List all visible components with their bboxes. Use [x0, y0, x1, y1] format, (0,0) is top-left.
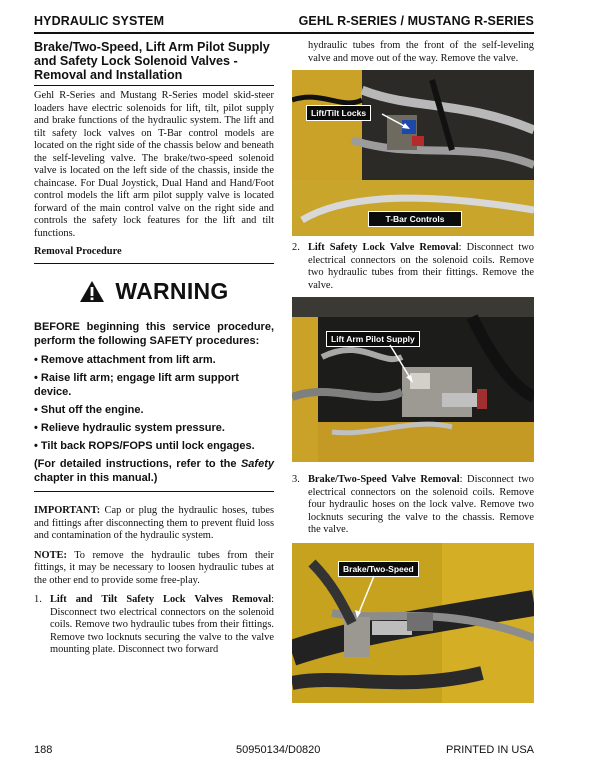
step-number: 3. [292, 474, 300, 485]
step-3 [292, 474, 534, 537]
important-paragraph [34, 505, 274, 543]
warning-note-text: (For detailed instructions, refer to the [34, 458, 241, 470]
important-label: IMPORTANT: [34, 505, 101, 516]
note-label: NOTE: [34, 549, 67, 561]
intro-paragraph: Gehl R-Series and Mustang R-Series model skid-steer loaders have electric solenoids for lift, tilt, pilot supply and brake functions of the hydraulic system. The lift and tilt safety lock valves on T-Bar control models are located on the right side of the chassis below and beneath the self-leveling valve. The brake/two-speed solenoid valve is located on the left side of the chassis, inside the chaincase. For Dual Joystick, Dual Hand and Hand/Foot control models the lift arm pilot supply valve is located forward of the main control valve on the right side and controls the safety lock features for the lift and tilt functions. [34, 90, 274, 239]
step-title: Brake/Two-Speed Valve Removal [308, 474, 460, 485]
step-title: Lift and Tilt Safety Lock Valves Removal [50, 594, 272, 605]
warning-note-text: chapter in this manual.) [34, 472, 158, 484]
section-title-line: Brake/Two-Speed, Lift Arm Pilot Supply [34, 40, 270, 54]
step-title: Lift Safety Lock Valve Removal [308, 242, 459, 253]
important-text: Cap or plug the hydraulic hoses, tubes and fittings after disconnecting them to prevent fluid loss and contamination of the hydraulic system. [34, 505, 274, 541]
callout-label: Lift Arm Pilot Supply [326, 331, 420, 347]
callout-arrow-icon [292, 297, 534, 462]
warning-title-row [34, 276, 274, 306]
page-number: 188 [34, 744, 53, 756]
warning-list-item: • Raise lift arm; engage lift arm support device. [34, 372, 239, 398]
callout-arrow-icon [292, 543, 534, 703]
right-column [292, 40, 534, 703]
section-title-line: Removal and Installation [34, 68, 183, 82]
warning-list [34, 353, 274, 453]
step-number: 2. [292, 242, 300, 253]
warning-bottom-rule [34, 491, 274, 492]
note-paragraph [34, 550, 274, 588]
warning-list-item: • Shut off the engine. [34, 404, 144, 416]
step-1 [34, 594, 274, 657]
warning-list-item: • Remove attachment from lift arm. [34, 354, 216, 366]
header-rule [34, 32, 534, 34]
note-text: To remove the hydraulic tubes from their fittings, it may be necessary to loosen hydraulic tubes at the other end to provide some free-play. [34, 549, 274, 586]
photo-lift-arm-pilot-supply [292, 297, 534, 462]
running-header-right: GEHL R-SERIES / MUSTANG R-SERIES [298, 14, 534, 28]
section-title [34, 40, 274, 82]
warning-list-item: • Relieve hydraulic system pressure. [34, 422, 225, 434]
step-2 [292, 242, 534, 292]
callout-label: Lift/Tilt Locks [306, 105, 371, 121]
warning-triangle-icon [79, 280, 105, 303]
warning-block [34, 276, 274, 485]
photo-lift-tilt-locks [292, 70, 534, 236]
safety-chapter-reference: Safety [240, 458, 274, 470]
step-text: : Disconnect two electrical connectors on the solenoid coils. Remove two hydraulic tubes from their fittings. Remove the valve. [308, 242, 534, 291]
warning-top-rule [34, 263, 274, 264]
step-1-continuation: hydraulic tubes from the front of the self-leveling valve and move out of the way. Remove the valve. [308, 40, 534, 64]
printed-in: PRINTED IN USA [445, 744, 534, 756]
warning-note [34, 457, 274, 485]
callout-arrow-icon [292, 70, 534, 236]
callout-label: Brake/Two-Speed [338, 561, 419, 577]
photo-brake-two-speed [292, 543, 534, 703]
section-rule [34, 85, 274, 86]
running-header-left: HYDRAULIC SYSTEM [34, 14, 165, 28]
section-title-line: and Safety Lock Solenoid Valves - [34, 54, 238, 68]
callout-label: T-Bar Controls [368, 211, 462, 227]
warning-lead: BEFORE beginning this service procedure, perform the following SAFETY procedures: [34, 321, 274, 347]
warning-title: WARNING [115, 277, 229, 304]
warning-list-item: • Tilt back ROPS/FOPS until lock engages. [34, 440, 255, 452]
step-text: : Disconnect two electrical connectors on the solenoid coils. Remove four hydraulic hoses on the lock valve. Remove two locknuts securing the valve to the chassis. Remove the valve. [308, 474, 534, 535]
document-code: 50950134/D0820 [236, 744, 321, 756]
left-column [34, 40, 274, 657]
step-number: 1. [34, 594, 42, 605]
step-text: : Disconnect two electrical connectors on the solenoid coils. Remove two hydraulic tubes from their fittings. Remove two locknuts securing the valve to the valve mounting plate. Disconnect two forward [50, 594, 274, 655]
removal-procedure-heading: Removal Procedure [34, 246, 122, 257]
